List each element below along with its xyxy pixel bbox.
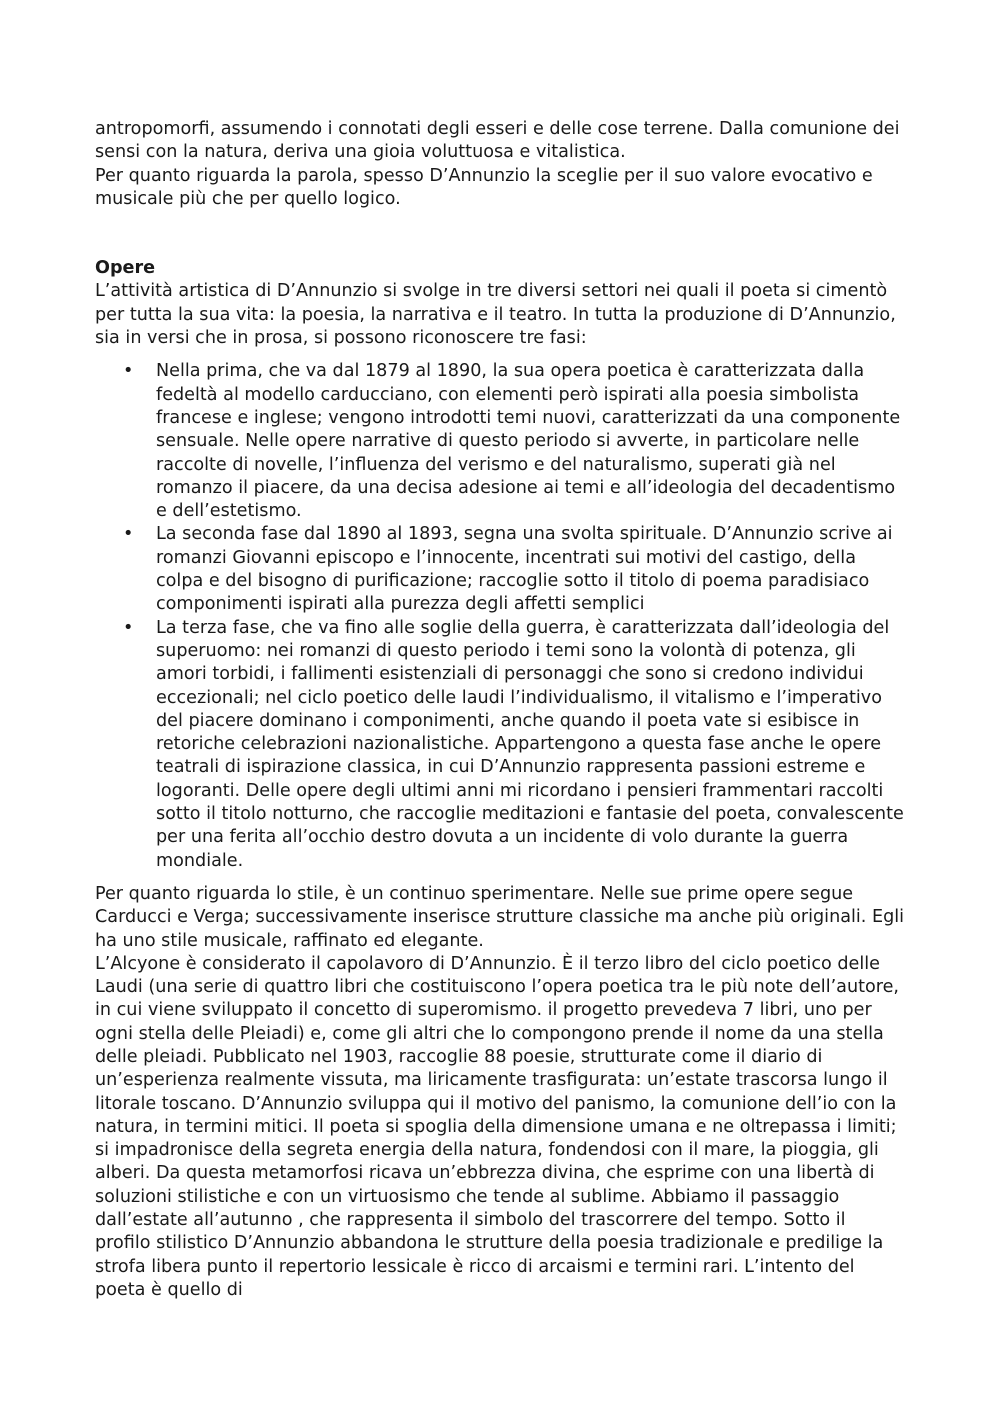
section-heading-opere: Opere	[95, 258, 156, 279]
section-spacer	[95, 211, 905, 257]
opere-intro-paragraph: L’attività artistica di D’Annunzio si svolge in tre diversi settori nei quali il poeta si cimentò per tutta la sua vita: la poesia, la narrativa e il teatro. In tutta la produzione di D’Annunzio, sia in versi che in prosa, si possono riconoscere tre fasi:	[95, 281, 896, 349]
alcyone-paragraph: L’Alcyone è considerato il capolavoro di D’Annunzio. È il terzo libro del ciclo poetico delle Laudi (una serie di quattro libri che costituiscono l’opera poetica tra le più note dell’autore, in cui viene sviluppato il concetto di superomismo. il progetto prevedeva 7 libri, uno per ogni stella delle Pleiadi) e, come gli altri che lo compongono prende il nome da una stella delle pleiadi. Pubblicato nel 1903, raccoglie 88 poesie, strutturate come il diario di un’esperienza realmente vissuta, ma liricamente trasfigurata: un’estate trascorsa lungo il litorale toscano. D’Annunzio sviluppa qui il motivo del panismo, la comunione dell’io con la natura, in termini mitici. Il poeta si spoglia della dimensione umana e ne oltrepassa i limiti; si impadronisce della segreta energia della natura, fondendosi con il mare, la pioggia, gli alberi. Da questa metamorfosi ricava un’ebbrezza divina, che esprime con una libertà di soluzioni stilistiche e con un virtuosismo che tende al sublime. Abbiamo il passaggio dall’estate all’autunno , che rappresenta il simbolo del trascorrere del tempo. Sotto il profilo stilistico D’Annunzio abbandona le strutture della poesia tradizionale e predilige la strofa libera punto il repertorio lessicale è ricco di arcaismi e termini rari. L’intento del poeta è quello di	[95, 953, 900, 1300]
intro-paragraph-1: antropomorfi, assumendo i connotati degli esseri e delle cose terrene. Dalla comunione dei sensi con la natura, deriva una gioia voluttuosa e vitalistica.	[95, 119, 900, 163]
stile-paragraph: Per quanto riguarda lo stile, è un continuo sperimentare. Nelle sue prime opere segue Carducci e Verga; successivamente inserisce strutture classiche ma anche più originali. Egli ha uno stile musicale, raffinato ed elegante.	[95, 883, 905, 951]
document-page	[95, 118, 905, 1302]
list-item-phase-1: • Nella prima, che va dal 1879 al 1890, la sua opera poetica è caratterizzata dalla fedeltà al modello carducciano, con elementi però ispirati alla poesia simbolista francese e inglese; vengono introdotti temi nuovi, caratterizzati da una componente sensuale. Nelle opere narrative di questo periodo si avverte, in particolare nelle raccolte di novelle, l’influenza del verismo e del naturalismo, superati già nel romanzo il piacere, da una decisa adesione ai temi e all’ideologia del decadentismo e dell’estetismo.	[156, 360, 905, 523]
phases-list	[95, 360, 905, 873]
list-item-phase-2: • La seconda fase dal 1890 al 1893, segna una svolta spirituale. D’Annunzio scrive ai romanzi Giovanni episcopo e l’innocente, incentrati sui motivi del castigo, della colpa e del bisogno di purificazione; raccoglie sotto il titolo di poema paradisiaco componimenti ispirati alla purezza degli affetti semplici	[156, 523, 905, 616]
intro-paragraph-2: Per quanto riguarda la parola, spesso D’Annunzio la sceglie per il suo valore evocativo e musicale più che per quello logico.	[95, 165, 873, 209]
list-item-phase-3: • La terza fase, che va fino alle soglie della guerra, è caratterizzata dall’ideologia del superuomo: nei romanzi di questo periodo i temi sono la volontà di potenza, gli amori torbidi, i fallimenti esistenziali di personaggi che sono si credono individui eccezionali; nel ciclo poetico delle laudi l’individualismo, il vitalismo e l’imperativo del piacere dominano i componimenti, anche quando il poeta vate si esibisce in retoriche celebrazioni nazionalistiche. Appartengono a questa fase anche le opere teatrali di ispirazione classica, in cui D’Annunzio rappresenta passioni estreme e logoranti. Delle opere degli ultimi anni mi ricordano i pensieri frammentari raccolti sotto il titolo notturno, che raccoglie meditazioni e fantasie del poeta, convalescente per una ferita all’occhio destro dovuta a un incidente di volo durante la guerra mondiale.	[156, 617, 905, 873]
